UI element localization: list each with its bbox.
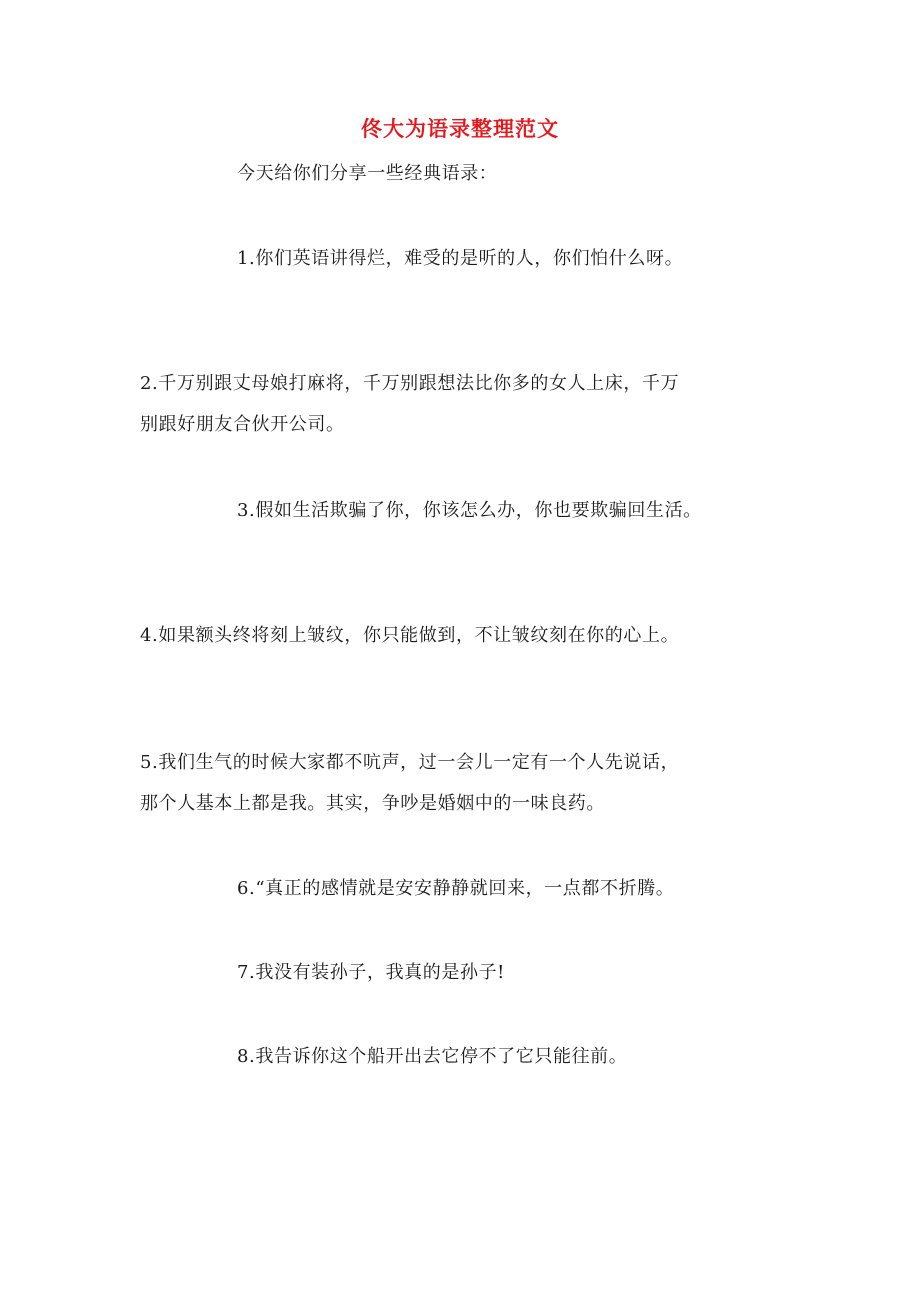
quote-2-line-1: 2.千万别跟丈母娘打麻将，千万别跟想法比你多的女人上床，千万 [140, 373, 680, 394]
quote-3: 3.假如生活欺骗了你，你该怎么办，你也要欺骗回生活。 [237, 500, 702, 521]
quote-7: 7.我没有装孙子，我真的是孙子! [237, 962, 506, 983]
quote-4: 4.如果额头终将刻上皱纹，你只能做到，不让皱纹刻在你的心上。 [140, 625, 680, 646]
quote-5-line-1: 5.我们生气的时候大家都不吭声，过一会儿一定有一个人先说话， [140, 752, 680, 773]
quote-2-line-2: 别跟好朋友合伙开公司。 [140, 414, 345, 435]
quote-5-line-2: 那个人基本上都是我。其实，争吵是婚姻中的一味良药。 [140, 793, 605, 814]
quote-6: 6.“真正的感情就是安安静静就回来，一点都不折腾。 [237, 878, 675, 899]
intro-text: 今天给你们分享一些经典语录： [237, 163, 498, 184]
document-title: 佟大为语录整理范文 [361, 116, 559, 141]
quote-8: 8.我告诉你这个船开出去它停不了它只能往前。 [237, 1046, 628, 1067]
quote-1: 1.你们英语讲得烂，难受的是听的人，你们怕什么呀。 [237, 248, 684, 269]
